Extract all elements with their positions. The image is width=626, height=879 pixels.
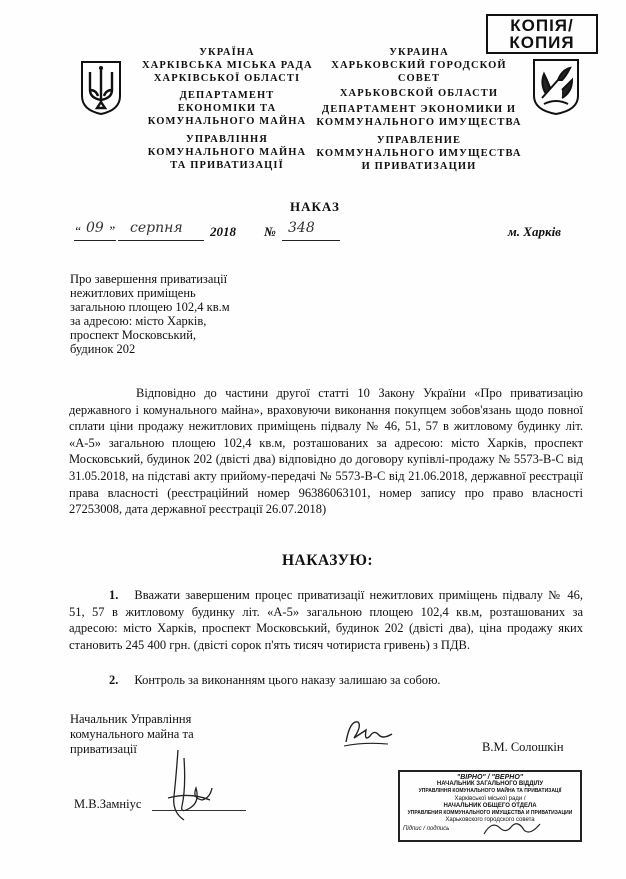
executor-signature [160, 748, 220, 824]
subject-line: за адресою: місто Харків, [70, 314, 207, 328]
date-year: 2018 [210, 224, 236, 239]
header-ru-line: СОВЕТ [397, 73, 441, 84]
signatory-name: В.М. Солошкін [482, 740, 564, 754]
date-day-underline [74, 240, 116, 241]
verify-stamp-line: Харьковского городского совета [445, 817, 535, 824]
copy-stamp [486, 14, 598, 54]
header-ukrainian [142, 46, 312, 172]
verify-stamp-line: Підпис / подпись [403, 826, 450, 833]
date-open-quote: “ [74, 223, 82, 238]
order-item-number: 1. [109, 588, 119, 602]
header-ru-line: И ПРИВАТИЗАЦИИ [361, 161, 477, 172]
date-close-quote: ” [108, 223, 116, 238]
subject-line: будинок 202 [70, 342, 136, 356]
header-ua-line: КОМУНАЛЬНОГО МАЙНА [147, 116, 307, 127]
header-ua-line: ТА ПРИВАТИЗАЦІЇ [170, 160, 284, 171]
subject-line: Про завершення приватизації [70, 272, 228, 286]
order-number: 348 [288, 220, 315, 236]
preamble-paragraph: Відповідно до частини другої статті 10 Закону України «Про приватизацію державного і комунального майна», враховуючи виконання покупцем зобов'язань щодо повної сплати ціни продажу нежитлових приміщень підвалу № 46, 51, 57 в житловому будинку літ. «А-5» загальною площею 102,4 кв.м, розташованих за адресою: місто Харків, проспект Московський, будинок 202 (двісті два) відповідно до договору купівлі-продажу № 5573-В-С від 31.05.2018, на підставі акту прийому-передачі № 5573-В-С від 21.06.2018, державної реєстрації права власності (реєстраційний номер 96386063101, номер запису про право власності 27253008, дата державної реєстрації 26.07.2018) [69, 386, 583, 517]
date-month-underline [118, 240, 204, 241]
header-ua-line: ХАРКІВСЬКА МІСЬКА РАДА [142, 60, 313, 71]
header-ru-line: ХАРЬКОВСКИЙ ГОРОДСКОЙ [331, 60, 507, 71]
executor-name: М.В.Замніус [74, 797, 142, 811]
header-ru-line: УПРАВЛЕНИЕ [376, 135, 462, 146]
city: м. Харків [507, 224, 561, 239]
header-ua-line: ХАРКІВСЬКОЇ ОБЛАСТІ [153, 73, 301, 84]
header-ua-line: УКРАЇНА [199, 47, 255, 58]
signatory-line: приватизації [70, 742, 137, 756]
order-heading: НАКАЗУЮ: [282, 552, 374, 569]
signatory-line: Начальник Управління [70, 712, 192, 726]
order-item-number: 2. [109, 673, 119, 687]
header-ru-line: КОММУНАЛЬНОГО ИМУЩЕСТВА [316, 117, 522, 128]
date-month: серпня [130, 220, 183, 236]
header-ru-line: ДЕПАРТАМЕНТ ЭКОНОМИКИ И [321, 104, 517, 115]
header-ru-line: УКРАИНА [389, 47, 449, 58]
subject-line: нежитлових приміщень [70, 286, 196, 300]
header-ru-line: КОММУНАЛЬНОГО ИМУЩЕСТВА [316, 148, 522, 159]
order-number-label: № [264, 224, 276, 239]
header-ua-line: КОМУНАЛЬНОГО МАЙНА [147, 147, 307, 158]
order-item-text: Контроль за виконанням цього наказу залишаю за собою. [134, 673, 441, 687]
date-day: 09 [86, 220, 104, 236]
date-line [74, 222, 594, 244]
document-title: НАКАЗ [290, 199, 340, 214]
header-ru-line: ХАРЬКОВСКОЙ ОБЛАСТИ [339, 88, 499, 99]
verify-stamp-line: УПРАВЛІННЯ КОМУНАЛЬНОГО МАЙНА ТА ПРИВАТИЗАЦІЇ [418, 788, 562, 795]
verify-stamp-line: НАЧАЛЬНИК ЗАГАЛЬНОГО ВІДДІЛУ [436, 781, 544, 788]
verify-stamp-line: Харківської міської ради / [454, 795, 526, 802]
header-russian [316, 46, 522, 173]
verify-stamp-line: "ВІРНО" / "ВЕРНО" [456, 774, 524, 781]
copy-stamp-line: КОПИЯ [509, 33, 575, 52]
order-subject [70, 272, 230, 356]
header-ua-line: УПРАВЛІННЯ [186, 134, 268, 145]
order-item [69, 672, 583, 689]
order-item [69, 587, 583, 653]
order-item-text: Вважати завершеним процес приватизації нежитлових приміщень підвалу № 46, 51, 57 в житловому будинку літ. «А-5» загальною площею 102,4 кв.м, розташованих за адресою: місто Харків, проспект Московський, будинок 202 (двісті два), ціна продажу яких становить 245 400 грн. (двісті сорок п'ять тисяч чотириста гривень) з ПДВ. [69, 588, 583, 652]
subject-line: загальною площею 102,4 кв.м [70, 300, 230, 314]
header-ua-line: ДЕПАРТАМЕНТ [179, 90, 275, 101]
director-signature [340, 712, 396, 752]
verify-stamp-line: НАЧАЛЬНИК ОБЩЕГО ОТДЕЛА [443, 802, 537, 809]
stamp-signature [480, 818, 544, 840]
ukraine-trident-emblem [78, 60, 124, 116]
order-number-underline [282, 240, 340, 241]
header-ua-line: ЕКОНОМІКИ ТА [177, 103, 277, 114]
verify-stamp-line: УПРАВЛЕНИЯ КОММУНАЛЬНОГО ИМУЩЕСТВА И ПРИВАТИЗАЦИИ [407, 810, 573, 817]
subject-line: проспект Московський, [70, 328, 197, 342]
kharkiv-city-emblem [532, 58, 580, 116]
signatory-line: комунального майна та [70, 727, 194, 741]
copy-stamp-line: КОПІЯ/ [510, 16, 574, 35]
